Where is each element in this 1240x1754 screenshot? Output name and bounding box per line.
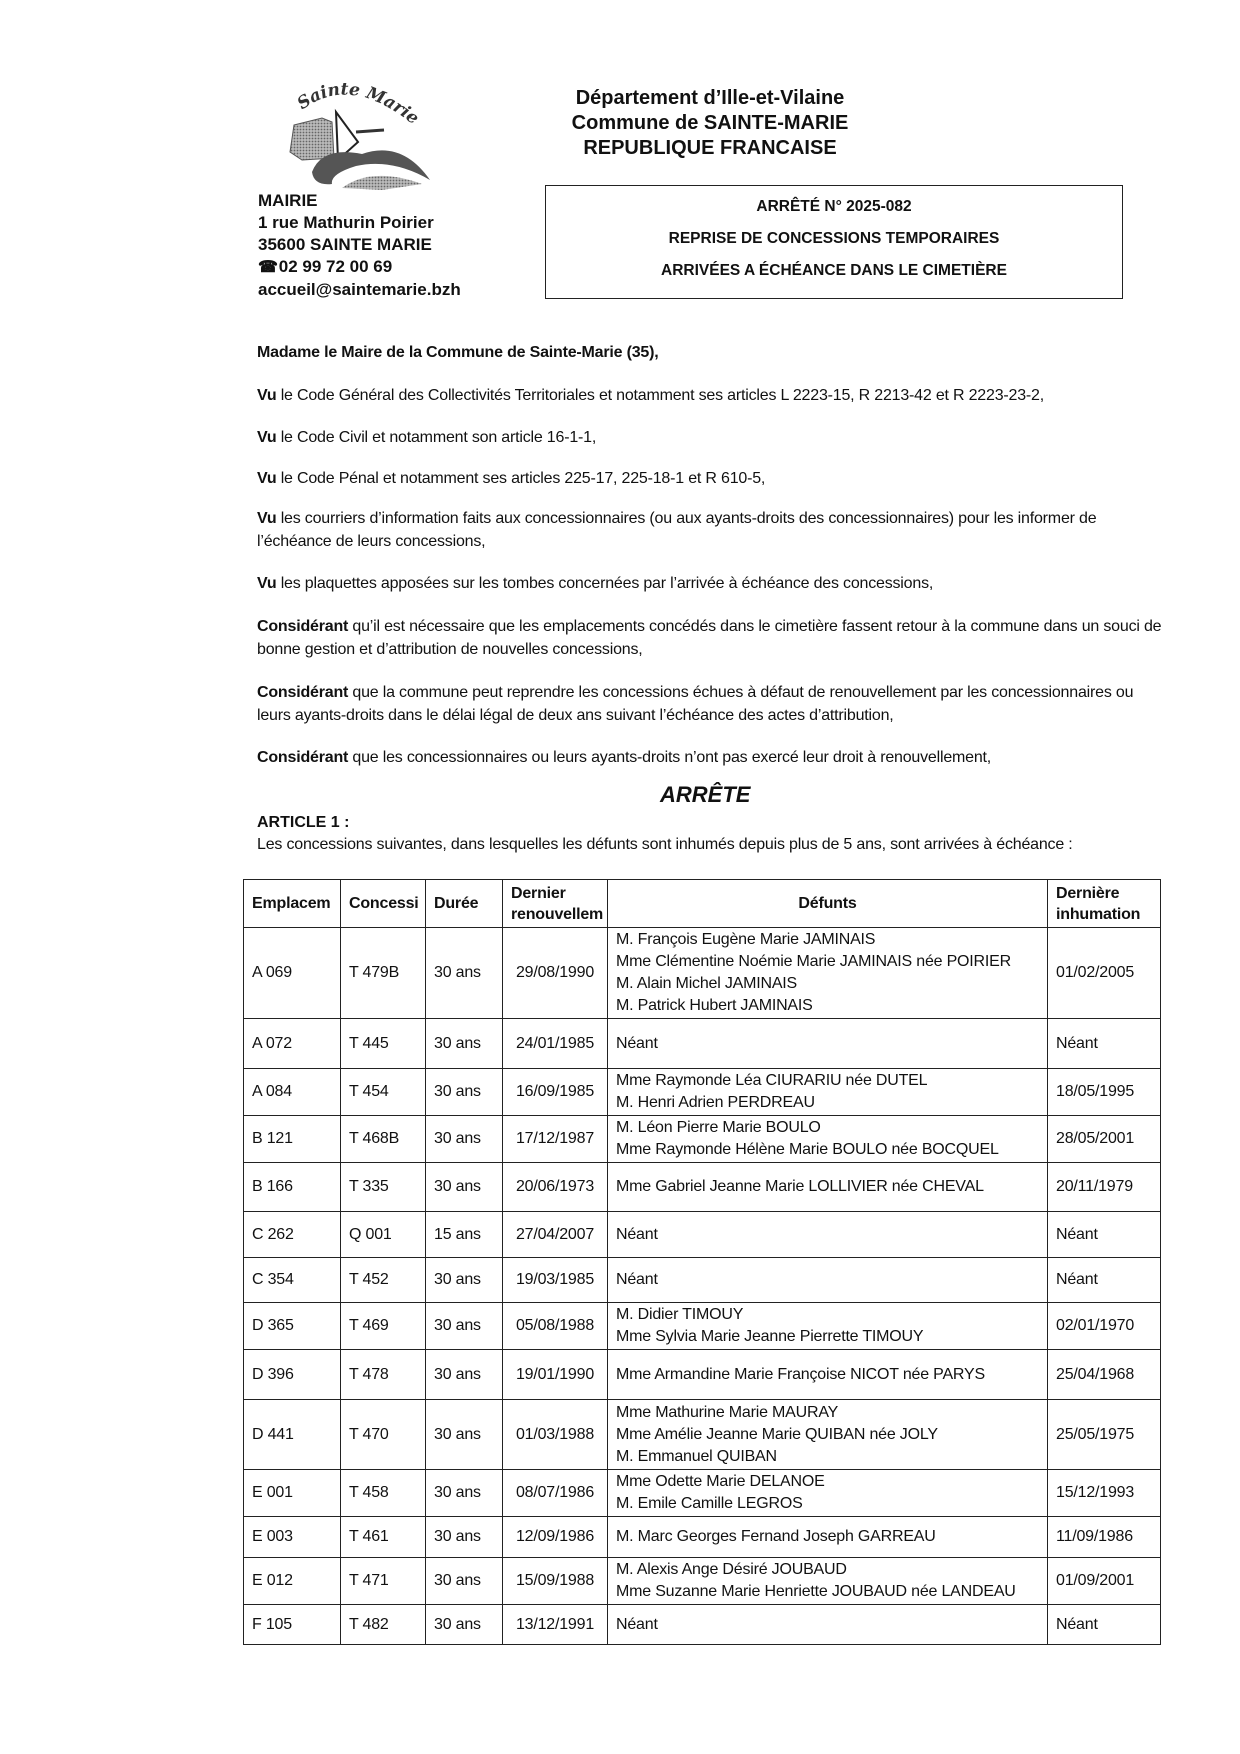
table-row (244, 1163, 1161, 1212)
considerant-paragraph (257, 681, 1162, 727)
header-derniere-inhumation (1048, 880, 1161, 928)
header-duree: Durée (426, 880, 503, 928)
cell-emplacement: D 365 (244, 1303, 341, 1350)
cell-duree: 30 ans (426, 1163, 503, 1212)
header-text: inhumation (1056, 905, 1141, 923)
maire-statement: Madame le Maire de la Commune de Sainte-Marie (35), (257, 344, 659, 361)
considerant-text: que les concessionnaires ou leurs ayants-droits n’ont pas exercé leur droit à renouvellement, (348, 749, 992, 766)
defunt-name: Mme Clémentine Noémie Marie JAMINAIS née POIRIER (616, 953, 1011, 970)
vu-text: les plaquettes apposées sur les tombes concernées par l’arrivée à échéance des concessions, (276, 575, 934, 592)
phone-icon: ☎ (258, 259, 278, 276)
vu-label: Vu (257, 387, 277, 404)
cell-emplacement: E 003 (244, 1517, 341, 1558)
table-row (244, 1470, 1161, 1517)
cell-emplacement: C 262 (244, 1212, 341, 1258)
cell-duree: 30 ans (426, 1517, 503, 1558)
mairie-title: MAIRIE (258, 191, 318, 210)
defunt-name: Néant (616, 1225, 658, 1243)
cell-dernier-renouvellement: 13/12/1991 (503, 1605, 608, 1645)
cell-concession: T 454 (341, 1069, 426, 1116)
table-row (244, 1258, 1161, 1303)
commune-name: Commune de SAINTE-MARIE (571, 112, 849, 134)
header-text: renouvellem (511, 905, 604, 923)
cell-dernier-renouvellement: 05/08/1988 (503, 1303, 608, 1350)
email: accueil@saintemarie.bzh (258, 280, 461, 299)
cell-dernier-renouvellement: 08/07/1986 (503, 1470, 608, 1517)
cell-duree: 30 ans (426, 928, 503, 1019)
vu-paragraph (257, 507, 1162, 553)
cell-duree: 30 ans (426, 1350, 503, 1400)
defunt-name: Mme Raymonde Léa CIURARIU née DUTEL (616, 1072, 928, 1089)
vu-text: le Code Pénal et notamment ses articles 225-17, 225-18-1 et R 610-5, (276, 470, 766, 487)
arrete-subject-line-1: REPRISE DE CONCESSIONS TEMPORAIRES (668, 230, 1000, 247)
cell-duree: 30 ans (426, 1303, 503, 1350)
cell-defunts (608, 1019, 1048, 1069)
cell-defunts (608, 1303, 1048, 1350)
cell-defunts (608, 1212, 1048, 1258)
defunt-name: M. Emile Camille LEGROS (616, 1495, 803, 1512)
department-header (540, 86, 880, 161)
header-concession: Concessi (341, 880, 426, 928)
vu-label: Vu (257, 470, 277, 487)
header-defunts: Défunts (608, 880, 1048, 928)
table-row (244, 1019, 1161, 1069)
cell-emplacement: E 012 (244, 1558, 341, 1605)
cell-concession: T 469 (341, 1303, 426, 1350)
cell-emplacement: A 069 (244, 928, 341, 1019)
cell-defunts (608, 1558, 1048, 1605)
cell-dernier-renouvellement: 27/04/2007 (503, 1212, 608, 1258)
cell-defunts (608, 928, 1048, 1019)
vu-label: Vu (257, 510, 277, 527)
defunt-name: M. Henri Adrien PERDREAU (616, 1094, 815, 1111)
cell-emplacement: E 001 (244, 1470, 341, 1517)
cell-emplacement: D 396 (244, 1350, 341, 1400)
defunt-name: M. Alexis Ange Désiré JOUBAUD (616, 1561, 847, 1578)
phone-number: 02 99 72 00 69 (278, 257, 393, 276)
header-emplacement: Emplacem (244, 880, 341, 928)
table-row (244, 928, 1161, 1019)
defunt-name: Néant (616, 1034, 658, 1052)
table-row (244, 1212, 1161, 1258)
cell-duree: 30 ans (426, 1470, 503, 1517)
vu-label: Vu (257, 575, 277, 592)
cell-dernier-renouvellement: 20/06/1973 (503, 1163, 608, 1212)
mairie-contact-block (258, 190, 461, 301)
cell-concession: T 471 (341, 1558, 426, 1605)
cell-concession: T 445 (341, 1019, 426, 1069)
defunt-name: Mme Amélie Jeanne Marie QUIBAN née JOLY (616, 1425, 938, 1443)
cell-derniere-inhumation: 01/02/2005 (1048, 928, 1161, 1019)
arrete-heading: ARRÊTE (660, 782, 751, 807)
cell-derniere-inhumation: 20/11/1979 (1048, 1163, 1161, 1212)
considerant-text: qu’il est nécessaire que les emplacements concédés dans le cimetière fassent retour à la commune dans un souci de bonne gestion et d’attribution de nouvelles concessions, (257, 618, 1162, 658)
table-row (244, 1517, 1161, 1558)
defunt-name: Mme Mathurine Marie MAURAY (616, 1403, 839, 1421)
cell-emplacement: F 105 (244, 1605, 341, 1645)
cell-concession: T 335 (341, 1163, 426, 1212)
cell-concession: T 478 (341, 1350, 426, 1400)
cell-defunts (608, 1258, 1048, 1303)
defunt-name: Néant (616, 1271, 658, 1288)
table-row (244, 1303, 1161, 1350)
cell-derniere-inhumation: Néant (1048, 1605, 1161, 1645)
cell-duree: 30 ans (426, 1400, 503, 1470)
cell-dernier-renouvellement: 19/03/1985 (503, 1258, 608, 1303)
defunt-name: M. Emmanuel QUIBAN (616, 1447, 777, 1465)
cell-derniere-inhumation: 18/05/1995 (1048, 1069, 1161, 1116)
vu-paragraph (257, 426, 1162, 449)
header-dernier-renouvellement (503, 880, 608, 928)
defunt-name: Mme Gabriel Jeanne Marie LOLLIVIER née CHEVAL (616, 1178, 984, 1195)
cell-emplacement: A 084 (244, 1069, 341, 1116)
cell-concession: T 470 (341, 1400, 426, 1470)
cell-emplacement: A 072 (244, 1019, 341, 1069)
sailboat-logo-icon (272, 80, 432, 192)
municipal-logo (272, 80, 432, 192)
cell-emplacement: D 441 (244, 1400, 341, 1470)
vu-text: le Code Général des Collectivités Territoriales et notamment ses articles L 2223-15, R 2213-42 et R 2223-23-2, (276, 387, 1044, 404)
cell-dernier-renouvellement: 16/09/1985 (503, 1069, 608, 1116)
article-1-title: ARTICLE 1 : (257, 814, 350, 831)
cell-derniere-inhumation: Néant (1048, 1258, 1161, 1303)
cell-emplacement: C 354 (244, 1258, 341, 1303)
defunt-name: M. Alain Michel JAMINAIS (616, 975, 798, 992)
table-row (244, 1400, 1161, 1470)
cell-defunts (608, 1470, 1048, 1517)
cell-defunts (608, 1116, 1048, 1163)
cell-derniere-inhumation: 25/04/1968 (1048, 1350, 1161, 1400)
cell-concession: Q 001 (341, 1212, 426, 1258)
defunt-name: M. Marc Georges Fernand Joseph GARREAU (616, 1528, 936, 1545)
table-row (244, 1558, 1161, 1605)
considerant-paragraph (257, 615, 1162, 661)
cell-duree: 30 ans (426, 1116, 503, 1163)
department-name: Département d’Ille-et-Vilaine (575, 87, 845, 109)
vu-paragraph (257, 467, 1162, 490)
cell-dernier-renouvellement: 29/08/1990 (503, 928, 608, 1019)
table-header-row (244, 880, 1161, 928)
cell-duree: 30 ans (426, 1258, 503, 1303)
considerant-text: que la commune peut reprendre les concessions échues à défaut de renouvellement par les concessionnaires ou leurs ayants-droits dans le délai légal de deux ans suivant l’échéance des actes d’attribution, (257, 684, 1134, 724)
cell-concession: T 468B (341, 1116, 426, 1163)
vu-paragraph (257, 572, 1162, 595)
defunt-name: Mme Raymonde Hélène Marie BOULO née BOCQUEL (616, 1141, 999, 1158)
header-text: Dernière (1056, 884, 1120, 902)
arrete-title-box (545, 185, 1123, 299)
address-line-2: 35600 SAINTE MARIE (258, 235, 432, 254)
cell-dernier-renouvellement: 17/12/1987 (503, 1116, 608, 1163)
cell-duree: 30 ans (426, 1069, 503, 1116)
concessions-table (243, 879, 1161, 1645)
cell-derniere-inhumation: 02/01/1970 (1048, 1303, 1161, 1350)
cell-defunts (608, 1163, 1048, 1212)
cell-concession: T 482 (341, 1605, 426, 1645)
cell-derniere-inhumation: 25/05/1975 (1048, 1400, 1161, 1470)
vu-label: Vu (257, 429, 277, 446)
logo-text: Sainte Marie (293, 80, 423, 129)
cell-defunts (608, 1069, 1048, 1116)
cell-defunts (608, 1517, 1048, 1558)
cell-derniere-inhumation: Néant (1048, 1212, 1161, 1258)
cell-dernier-renouvellement: 24/01/1985 (503, 1019, 608, 1069)
table-row (244, 1605, 1161, 1645)
phone-row (258, 256, 461, 279)
cell-concession: T 479B (341, 928, 426, 1019)
cell-defunts (608, 1400, 1048, 1470)
arrete-number: ARRÊTÉ N° 2025-082 (756, 198, 912, 215)
cell-emplacement: B 121 (244, 1116, 341, 1163)
cell-derniere-inhumation: 15/12/1993 (1048, 1470, 1161, 1517)
table-row (244, 1116, 1161, 1163)
cell-derniere-inhumation: 11/09/1986 (1048, 1517, 1161, 1558)
considerant-label: Considérant (257, 684, 349, 701)
cell-derniere-inhumation: Néant (1048, 1019, 1161, 1069)
cell-derniere-inhumation: 28/05/2001 (1048, 1116, 1161, 1163)
defunt-name: M. Didier TIMOUY (616, 1306, 744, 1323)
cell-duree: 15 ans (426, 1212, 503, 1258)
cell-emplacement: B 166 (244, 1163, 341, 1212)
defunt-name: Mme Suzanne Marie Henriette JOUBAUD née LANDEAU (616, 1583, 1016, 1600)
defunt-name: Mme Odette Marie DELANOE (616, 1473, 825, 1490)
defunt-name: Mme Sylvia Marie Jeanne Pierrette TIMOUY (616, 1328, 924, 1345)
table-row (244, 1069, 1161, 1116)
article-1-text: Les concessions suivantes, dans lesquelles les défunts sont inhumés depuis plus de 5 ans, sont arrivées à échéance : (257, 836, 1073, 853)
cell-dernier-renouvellement: 15/09/1988 (503, 1558, 608, 1605)
cell-concession: T 458 (341, 1470, 426, 1517)
cell-dernier-renouvellement: 12/09/1986 (503, 1517, 608, 1558)
header-text: Dernier (511, 884, 566, 902)
defunt-name: Néant (616, 1615, 658, 1633)
defunt-name: Mme Armandine Marie Françoise NICOT née PARYS (616, 1365, 985, 1383)
arrete-subject-line-2: ARRIVÉES A ÉCHÉANCE DANS LE CIMETIÈRE (661, 262, 1007, 279)
considerant-paragraph (257, 746, 1162, 769)
cell-duree: 30 ans (426, 1558, 503, 1605)
cell-concession: T 461 (341, 1517, 426, 1558)
vu-paragraph (257, 384, 1162, 407)
cell-dernier-renouvellement: 19/01/1990 (503, 1350, 608, 1400)
considerant-label: Considérant (257, 749, 349, 766)
vu-text: les courriers d’information faits aux concessionnaires (ou aux ayants-droits des concessionnaires) pour les informer de l’échéance de leurs concessions, (257, 510, 1097, 550)
cell-defunts (608, 1605, 1048, 1645)
republique: REPUBLIQUE FRANCAISE (583, 137, 837, 159)
address-line-1: 1 rue Mathurin Poirier (258, 213, 434, 232)
cell-concession: T 452 (341, 1258, 426, 1303)
table-body (244, 928, 1161, 1645)
cell-dernier-renouvellement: 01/03/1988 (503, 1400, 608, 1470)
vu-text: le Code Civil et notamment son article 16-1-1, (276, 429, 597, 446)
defunt-name: M. François Eugène Marie JAMINAIS (616, 931, 876, 948)
considerant-label: Considérant (257, 618, 349, 635)
cell-derniere-inhumation: 01/09/2001 (1048, 1558, 1161, 1605)
cell-duree: 30 ans (426, 1019, 503, 1069)
cell-defunts (608, 1350, 1048, 1400)
cell-duree: 30 ans (426, 1605, 503, 1645)
table-row (244, 1350, 1161, 1400)
defunt-name: M. Patrick Hubert JAMINAIS (616, 997, 813, 1014)
defunt-name: M. Léon Pierre Marie BOULO (616, 1119, 821, 1136)
